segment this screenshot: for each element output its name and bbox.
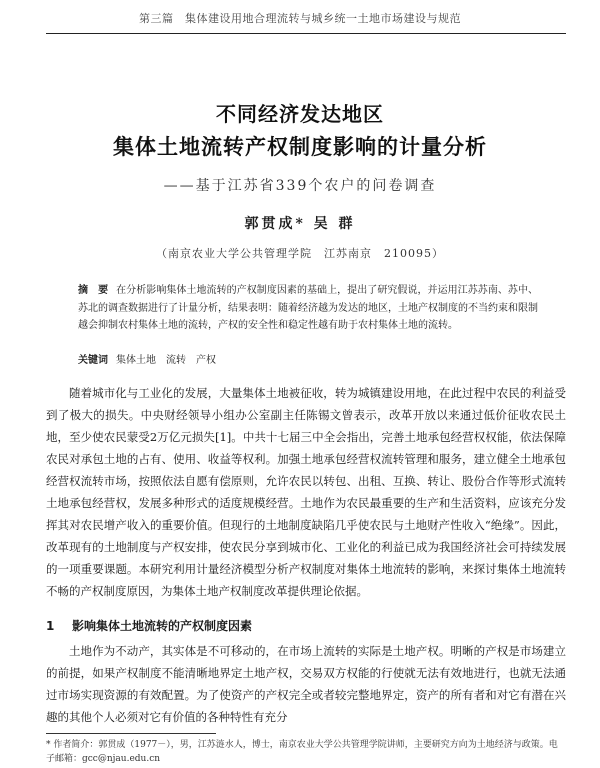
intro-paragraph: 随着城市化与工业化的发展，大量集体土地被征收，转为城镇建设用地，在此过程中农民的利益受到了极大的损失。中央财经领导小组办公室副主任陈锡文曾表示，改革开放以来通过低价征收农民土地，至少使农民蒙受2万亿元损失[1]。中共十七届三中全会指出，完善土地承包经营权权能，依法保障农民对承包土地的占有、使用、收益等权利。加强土地承包经营权流转管理和服务，建立健全土地承包经营权流转市场，按照依法自愿有偿原则，允许农民以转包、出租、互换、转让、股份合作等形式流转土地承包经营权，发展多种形式的适度规模经营。土地作为农民最重要的生产和生活资料，应该充分发挥其对农民增产收入的重要价值。但现行的土地制度缺陷几乎使农民与土地财产性收入“绝缘”。因此，改革现有的土地制度与产权安排，使农民分享到城市化、工业化的利益已成为我国经济社会可持续发展的一项重要课题。本研究利用计量经济模型分析产权制度对集体土地流转的影响，来探讨集体土地流转不畅的产权制度原因，为集体土地产权制度改革提供理论依据。: [46, 386, 566, 598]
abstract-text: 在分析影响集体土地流转的产权制度因素的基础上，提出了研究假说，并运用江苏苏南、苏中、苏北的调查数据进行了计量分析，结果表明：随着经济越为发达的地区，土地产权制度的不当约束和限制越会抑制农村集体土地的流转，产权的安全性和稳定性越有助于农村集体土地的流转。: [78, 285, 539, 331]
authors: 郭贯成* 吴 群: [244, 216, 356, 232]
keywords: [78, 351, 538, 366]
keywords-label: 关键词: [78, 355, 108, 366]
keywords-text: 集体土地 流转 产权: [116, 355, 216, 366]
section-heading: [46, 617, 566, 634]
affiliation: （南京农业大学公共管理学院 江苏南京 210095）: [156, 247, 444, 260]
header-rule: [46, 33, 566, 34]
paper-subtitle: ——基于江苏省339个农户的问卷调查: [163, 178, 437, 194]
footnote-rule: [46, 733, 216, 734]
footnote: * 作者简介：郭贯成（1977－），男，江苏涟水人，博士，南京农业大学公共管理学院讲师，主要研究方向为土地经济与政策。电子邮箱：gcc@njau.edu.cn: [46, 740, 558, 764]
abstract-label: 摘 要: [78, 285, 109, 296]
abstract: [78, 282, 538, 335]
section-paragraph: 土地作为不动产，其实体是不可移动的，在市场上流转的实际是土地产权。明晰的产权是市场建立的前提，如果产权制度不能清晰地界定土地产权，交易双方权能的行使就无法有效地进行，也就无法通过市场实现资源的有效配置。为了使资产的产权完全或者较完整地界定，资产的所有者和对它有潜在兴趣的其他个人必须对它有价值的各种特性有充分: [46, 644, 566, 724]
running-header: 第三篇 集体建设用地合理流转与城乡统一土地市场建设与规范: [139, 12, 461, 25]
paper-title-line2: 集体土地流转产权制度影响的计量分析: [113, 135, 487, 159]
section-title: 影响集体土地流转的产权制度因素: [72, 619, 253, 633]
paper-title-line1: 不同经济发达地区: [216, 102, 384, 126]
section-number: 1: [46, 619, 55, 633]
